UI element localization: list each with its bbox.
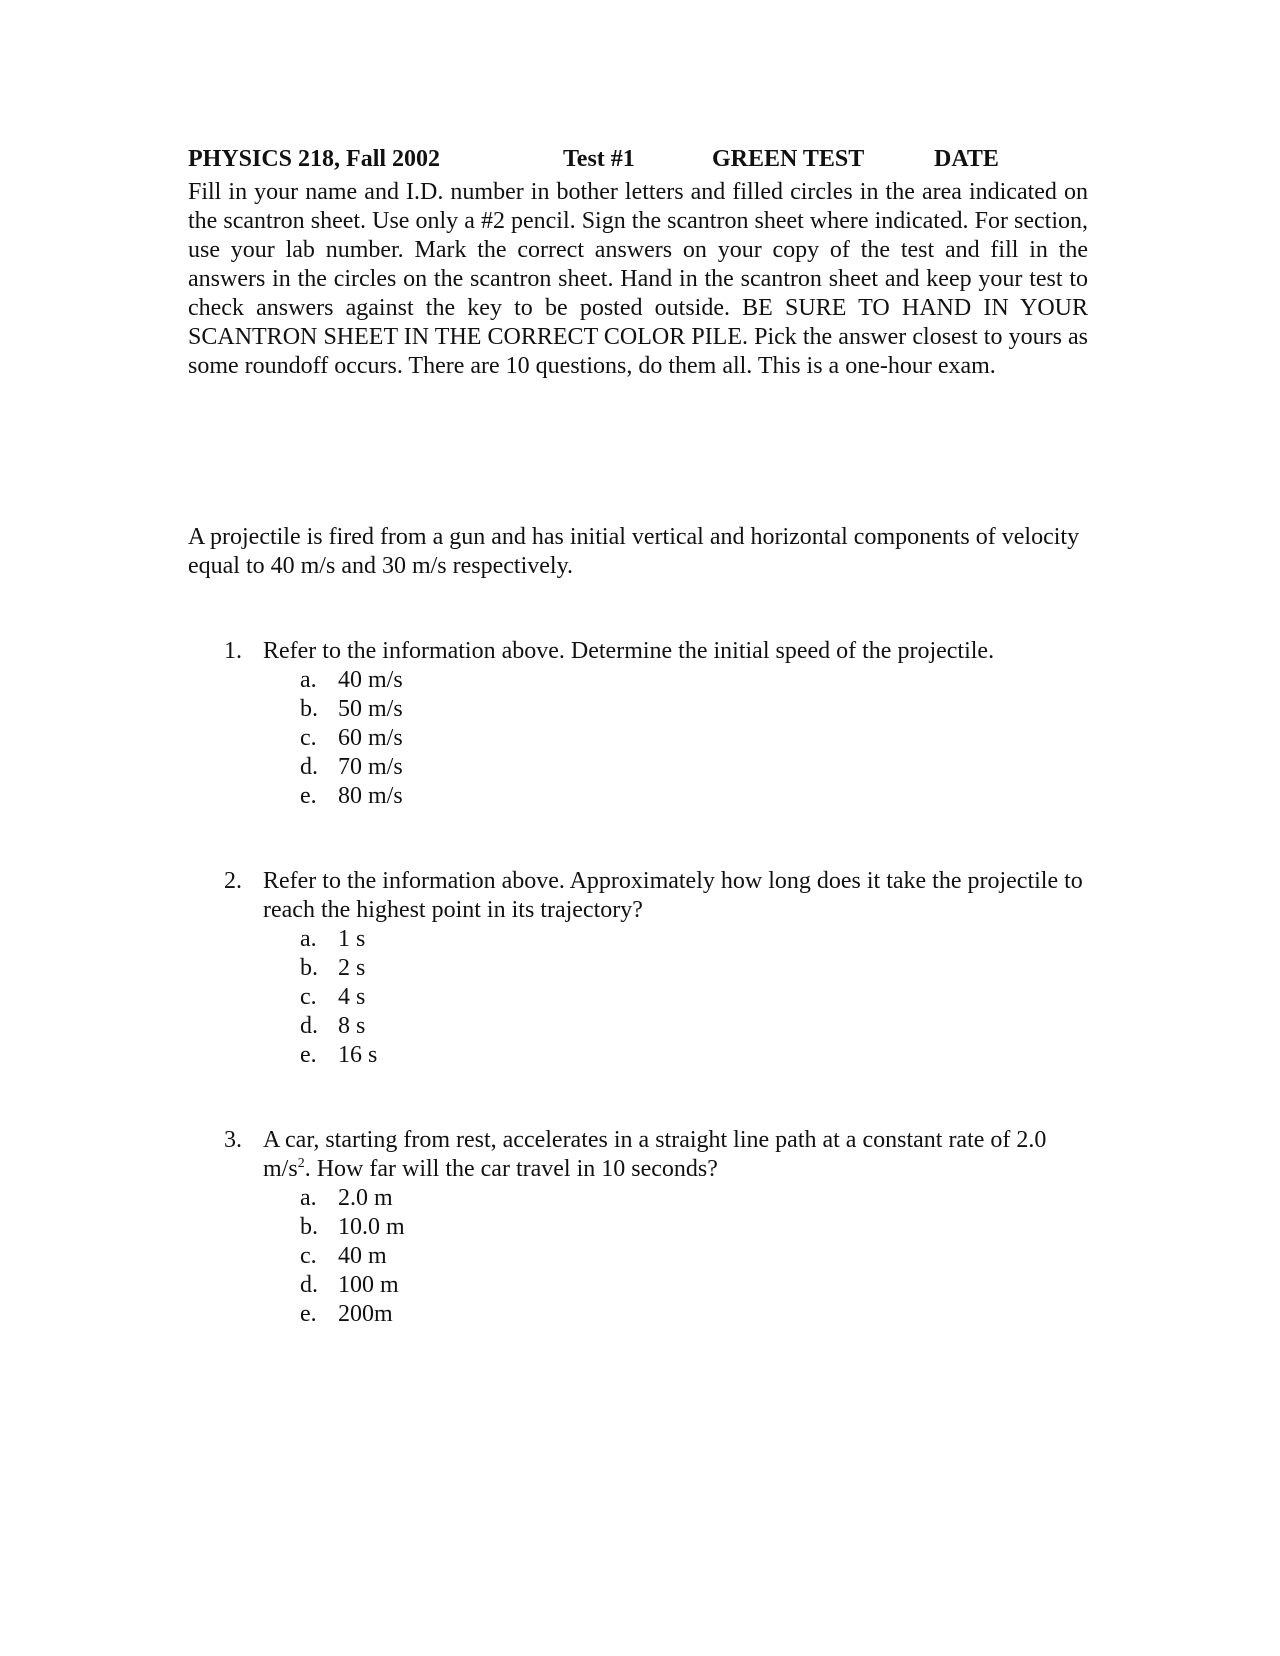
option-text: 1 s — [338, 926, 366, 952]
option-text: 60 m/s — [338, 725, 403, 751]
projectile-context: A projectile is fired from a gun and has initial vertical and horizontal components of velocity equal to 40 m/s and 30 m/s respectively. — [188, 524, 1080, 579]
question-text-part: A car, starting from rest, accelerates in a straight line path at a constant rate of 2.0 m/s — [263, 1127, 1047, 1182]
question-text — [263, 1127, 1046, 1182]
option-text: 40 m — [338, 1243, 387, 1269]
question-1 — [224, 637, 1094, 811]
answer-option-a[interactable] — [224, 666, 1094, 695]
answer-option-a[interactable] — [224, 1184, 1094, 1213]
superscript-exponent: 2 — [297, 1156, 305, 1171]
option-letter: e. — [300, 1301, 317, 1327]
question-number: 2. — [224, 868, 242, 894]
option-letter: d. — [300, 1013, 318, 1039]
option-text: 70 m/s — [338, 754, 403, 780]
question-3 — [224, 1126, 1094, 1329]
option-letter: a. — [300, 667, 317, 693]
option-text: 2.0 m — [338, 1185, 393, 1211]
answer-option-e[interactable] — [224, 782, 1094, 811]
course-title: PHYSICS 218, Fall 2002 — [188, 146, 441, 172]
option-letter: a. — [300, 926, 317, 952]
option-letter: e. — [300, 1042, 317, 1068]
test-number: Test #1 — [563, 146, 635, 172]
option-letter: d. — [300, 1272, 318, 1298]
exam-header — [188, 146, 1088, 176]
option-text: 8 s — [338, 1013, 366, 1039]
option-text: 40 m/s — [338, 667, 403, 693]
option-text: 4 s — [338, 984, 366, 1010]
option-letter: c. — [300, 725, 317, 751]
date-label: DATE — [934, 146, 999, 172]
answer-options — [224, 925, 1094, 1070]
answer-option-e[interactable] — [224, 1300, 1094, 1329]
question-number: 1. — [224, 638, 242, 664]
option-text: 80 m/s — [338, 783, 403, 809]
question-2 — [224, 867, 1094, 1070]
question-stem — [224, 637, 1094, 666]
option-text: 16 s — [338, 1042, 378, 1068]
option-letter: d. — [300, 754, 318, 780]
option-text: 50 m/s — [338, 696, 403, 722]
answer-option-a[interactable] — [224, 925, 1094, 954]
option-letter: c. — [300, 984, 317, 1010]
option-text: 100 m — [338, 1272, 399, 1298]
answer-option-d[interactable] — [224, 1271, 1094, 1300]
option-text: 2 s — [338, 955, 366, 981]
answer-option-d[interactable] — [224, 753, 1094, 782]
answer-option-b[interactable] — [224, 954, 1094, 983]
option-letter: c. — [300, 1243, 317, 1269]
test-color: GREEN TEST — [712, 146, 865, 172]
instructions-paragraph: Fill in your name and I.D. number in bother letters and filled circles in the area indicated on the scantron sheet. Use only a #2 pencil. Sign the scantron sheet where indicated. For section, use your lab number. Mark the correct answers on your copy of the test and fill in the answers in the circles on the scantron sheet. Hand in the scantron sheet and keep your test to check answers against the key to be posted outside. BE SURE TO HAND IN YOUR SCANTRON SHEET IN THE CORRECT COLOR PILE. Pick the answer closest to yours as some roundoff occurs. There are 10 questions, do them all. This is a one-hour exam. — [188, 179, 1088, 379]
question-text: Refer to the information above. Approximately how long does it take the projectile to reach the highest point in its trajectory? — [263, 868, 1083, 923]
answer-option-b[interactable] — [224, 695, 1094, 724]
answer-option-c[interactable] — [224, 983, 1094, 1012]
option-letter: e. — [300, 783, 317, 809]
answer-option-c[interactable] — [224, 724, 1094, 753]
question-text-part: . How far will the car travel in 10 seconds? — [304, 1156, 718, 1182]
option-letter: b. — [300, 955, 318, 981]
answer-option-d[interactable] — [224, 1012, 1094, 1041]
answer-option-e[interactable] — [224, 1041, 1094, 1070]
answer-options — [224, 1184, 1094, 1329]
question-number: 3. — [224, 1127, 242, 1153]
answer-option-b[interactable] — [224, 1213, 1094, 1242]
option-letter: b. — [300, 1214, 318, 1240]
answer-options — [224, 666, 1094, 811]
option-text: 200m — [338, 1301, 393, 1327]
option-letter: b. — [300, 696, 318, 722]
question-text: Refer to the information above. Determine the initial speed of the projectile. — [263, 638, 995, 664]
question-stem — [224, 867, 1094, 925]
option-text: 10.0 m — [338, 1214, 405, 1240]
option-letter: a. — [300, 1185, 317, 1211]
answer-option-c[interactable] — [224, 1242, 1094, 1271]
question-stem — [224, 1126, 1094, 1184]
